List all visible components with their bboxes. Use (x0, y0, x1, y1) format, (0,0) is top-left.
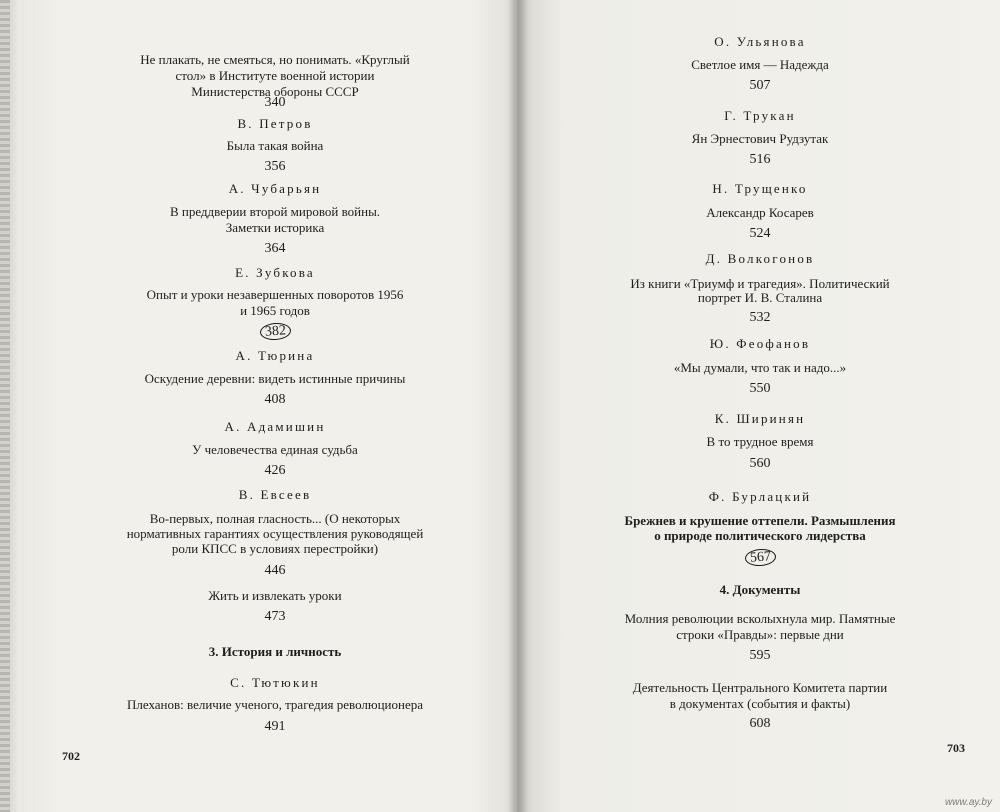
entry-title-line: о природе политического лидерства (654, 528, 866, 543)
entry-author: А. Тюрина (235, 348, 315, 363)
page-folio-right: 703 (947, 741, 965, 755)
entry-page-number: 532 (749, 310, 771, 325)
circled-page-number: 567 (744, 548, 776, 567)
entry-title-line: строки «Правды»: первые дни (676, 627, 844, 642)
entry-page-number (100, 323, 450, 340)
entry-title-line: роли КПСС в условиях перестройки) (171, 541, 379, 556)
entry-title-line: стол» в Институте военной истории (175, 68, 375, 83)
entry-page-number: 446 (264, 563, 286, 578)
entry-page-number: 426 (264, 463, 286, 478)
entry-title-line: Оскудение деревни: видеть истинные причины (144, 371, 406, 386)
circled-page-number: 382 (259, 322, 291, 341)
entry-title-line: Молния революции всколыхнула мир. Памятные (624, 611, 896, 626)
entry-author: А. Чубарьян (228, 181, 322, 196)
entry-title-line: Жить и извлекать уроки (208, 588, 342, 603)
entry-page-number: 608 (749, 716, 771, 731)
entry-page-number: 491 (264, 719, 286, 734)
entry-title-line: «Мы думали, что так и надо...» (673, 360, 847, 375)
entry-title-line: Светлое имя — Надежда (691, 57, 829, 72)
entry-author: Ю. Феофанов (709, 336, 811, 351)
entry-title-line: Плеханов: величие ученого, трагедия революционера (126, 697, 424, 712)
entry-title-line: Брежнев и крушение оттепели. Размышления (624, 513, 896, 528)
entry-author: Н. Трущенко (712, 181, 808, 196)
entry-page-number (575, 549, 945, 566)
entry-title-line: Из книги «Триумф и трагедия». Политический (630, 276, 890, 291)
entry-page-number: 356 (264, 159, 286, 174)
entry-title-line: в документах (события и факты) (669, 696, 851, 711)
entry-author: Е. Зубкова (235, 265, 315, 280)
entry-title-line: нормативных гарантиях осуществления руководящей (126, 526, 424, 541)
entry-author: А. Адамишин (224, 419, 326, 434)
entry-title-line: В то трудное время (706, 434, 814, 449)
entry-page-number: 524 (749, 226, 771, 241)
entry-page-number: 473 (264, 609, 286, 624)
entry-title-line: Александр Косарев (706, 205, 814, 220)
entry-title-line: портрет И. В. Сталина (697, 290, 823, 305)
entry-page-number: 507 (749, 78, 771, 93)
entry-page-number: 516 (749, 152, 771, 167)
entry-title-line: Не плакать, не смеяться, но понимать. «Круглый (140, 52, 410, 67)
entry-page-number: 364 (264, 241, 286, 256)
entry-author: Д. Волкогонов (705, 251, 815, 266)
entry-author: В. Евсеев (238, 487, 312, 502)
book-gutter (508, 0, 528, 812)
entry-page-number: 595 (749, 648, 771, 663)
section-heading: 4. Документы (719, 582, 801, 597)
entry-page-number: 340 (264, 95, 286, 110)
entry-title-line: Была такая война (226, 138, 324, 153)
entry-title-line: Министерства обороны СССР (191, 84, 359, 99)
entry-page-number: 408 (264, 392, 286, 407)
entry-title-line: Во-первых, полная гласность... (О некоторых (149, 511, 401, 526)
entry-author: В. Петров (237, 116, 313, 131)
entry-title-line: и 1965 годов (240, 303, 310, 318)
entry-page-number: 550 (749, 381, 771, 396)
entry-title-line: У человечества единая судьба (192, 442, 358, 457)
entry-title-line: Опыт и уроки незавершенных поворотов 1956 (146, 287, 404, 302)
page-edge (0, 0, 10, 812)
site-watermark: www.ay.by (944, 797, 992, 808)
entry-page-number: 560 (749, 456, 771, 471)
page-folio-left: 702 (62, 749, 80, 763)
entry-author: Г. Трукан (724, 108, 796, 123)
entry-author: С. Тютюкин (230, 675, 320, 690)
entry-title-line: В преддверии второй мировой войны. (169, 204, 381, 219)
entry-author: К. Ширинян (714, 411, 806, 426)
entry-title-line: Заметки историка (225, 220, 325, 235)
entry-author: Ф. Бурлацкий (708, 489, 812, 504)
section-heading: 3. История и личность (208, 644, 342, 659)
entry-author: О. Ульянова (714, 34, 806, 49)
entry-title-line: Деятельность Центрального Комитета партии (632, 680, 888, 695)
entry-title-line: Ян Эрнестович Рудзутак (691, 131, 829, 146)
